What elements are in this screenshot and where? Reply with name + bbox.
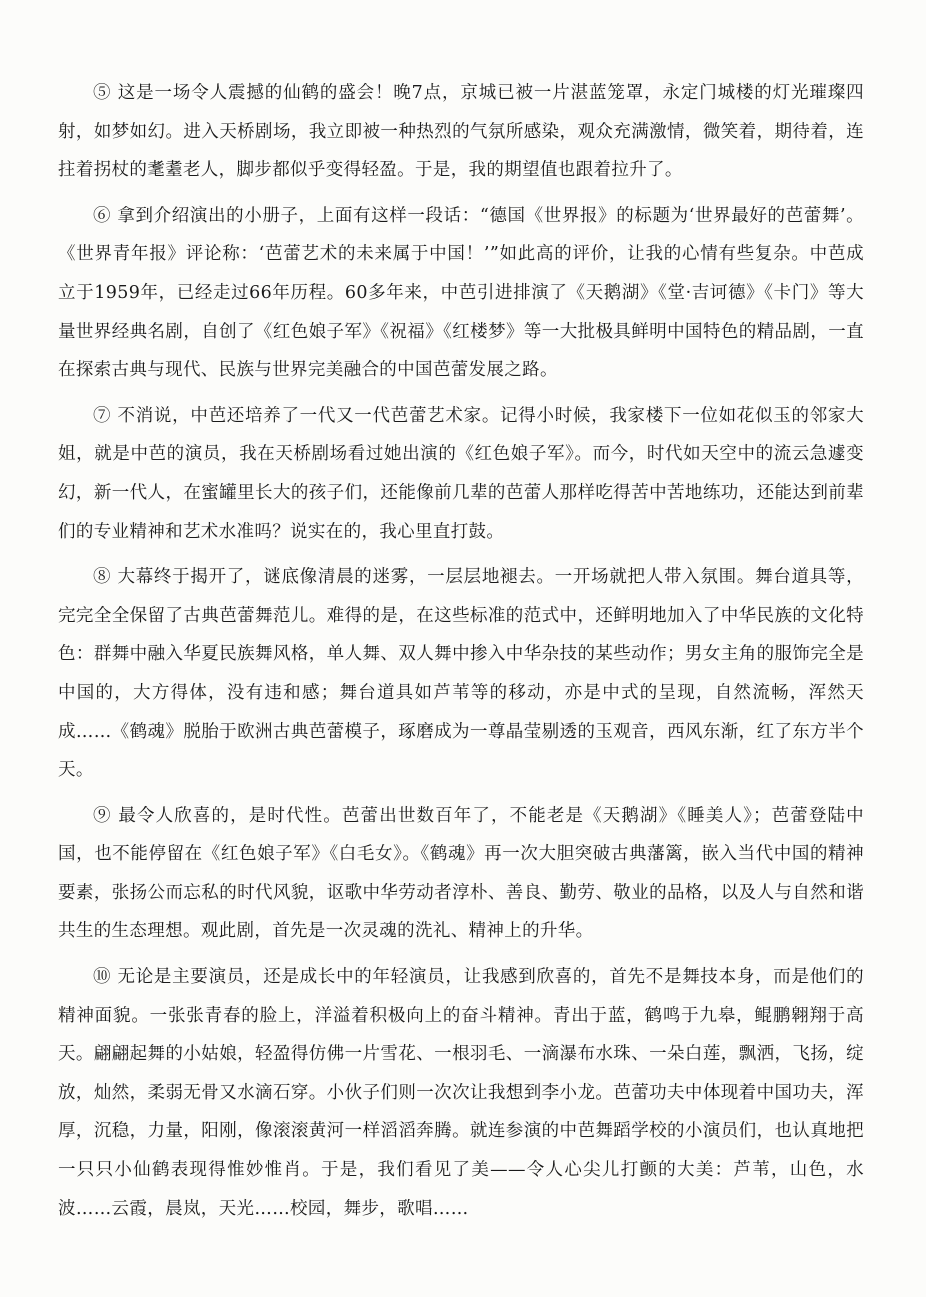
paragraph-10: ⑩ 无论是主要演员，还是成长中的年轻演员，让我感到欣喜的，首先不是舞技本身，而是他们的精神面貌。一张张青春的脸上，洋溢着积极向上的奋斗精神。青出于蓝，鹤鸣于九皋，鲲鹏翱翔于高天。翩翩起舞的小姑娘，轻盈得仿佛一片雪花、一根羽毛、一滴瀑布水珠、一朵白莲，飘洒，飞扬，绽放，灿然，柔弱无骨又水滴石穿。小伙子们则一次次让我想到李小龙。芭蕾功夫中体现着中国功夫，浑厚，沉稳，力量，阳刚，像滚滚黄河一样滔滔奔腾。就连参演的中芭舞蹈学校的小演员们，也认真地把一只只小仙鹤表现得惟妙惟肖。于是，我们看见了美——令人心尖儿打颤的大美：芦苇，山色，水波……云霞，晨岚，天光……校园，舞步，歌唱……: [58, 967, 864, 1219]
paragraph-9: ⑨ 最令人欣喜的，是时代性。芭蕾出世数百年了，不能老是《天鹅湖》《睡美人》；芭蕾登陆中国，也不能停留在《红色娘子军》《白毛女》。《鹤魂》再一次大胆突破古典藩篱，嵌入当代中国的精神要素，张扬公而忘私的时代风貌，讴歌中华劳动者淳朴、善良、勤劳、敬业的品格，以及人与自然和谐共生的生态理想。观此剧，首先是一次灵魂的洗礼、精神上的升华。: [58, 805, 864, 942]
paragraph-6: ⑥ 拿到介绍演出的小册子，上面有这样一段话：“德国《世界报》的标题为‘世界最好的芭蕾舞’。《世界青年报》评论称：‘芭蕾艺术的未来属于中国！’”如此高的评价，让我的心情有些复杂。中芭成立于1959年，已经走过66年历程。60多年来，中芭引进排演了《天鹅湖》《堂·吉诃德》《卡门》等大量世界经典名剧，自创了《红色娘子军》《祝福》《红楼梦》等一大批极具鲜明中国特色的精品剧，一直在探索古典与现代、民族与世界完美融合的中国芭蕾发展之路。: [58, 205, 864, 381]
article-body: [58, 74, 864, 1235]
paragraph-8: ⑧ 大幕终于揭开了，谜底像清晨的迷雾，一层层地褪去。一开场就把人带入氛围。舞台道具等，完完全全保留了古典芭蕾舞范儿。难得的是，在这些标准的范式中，还鲜明地加入了中华民族的文化特色：群舞中融入华夏民族舞风格，单人舞、双人舞中掺入中华杂技的某些动作；男女主角的服饰完全是中国的，大方得体，没有违和感；舞台道具如芦苇等的移动，亦是中式的呈现，自然流畅，浑然天成……《鹤魂》脱胎于欧洲古典芭蕾模子，琢磨成为一尊晶莹剔透的玉观音，西风东渐，红了东方半个天。: [58, 567, 864, 781]
paragraph-5: ⑤ 这是一场令人震撼的仙鹤的盛会！晚7点，京城已被一片湛蓝笼罩，永定门城楼的灯光璀璨四射，如梦如幻。进入天桥剧场，我立即被一种热烈的气氛所感染，观众充满激情，微笑着，期待着，连拄着拐杖的耄耋老人，脚步都似乎变得轻盈。于是，我的期望值也跟着拉升了。: [58, 83, 864, 181]
paragraph-7: ⑦ 不消说，中芭还培养了一代又一代芭蕾艺术家。记得小时候，我家楼下一位如花似玉的邻家大姐，就是中芭的演员，我在天桥剧场看过她出演的《红色娘子军》。而今，时代如天空中的流云急遽变幻，新一代人，在蜜罐里长大的孩子们，还能像前几辈的芭蕾人那样吃得苦中苦地练功，还能达到前辈们的专业精神和艺术水准吗？说实在的，我心里直打鼓。: [58, 405, 864, 542]
